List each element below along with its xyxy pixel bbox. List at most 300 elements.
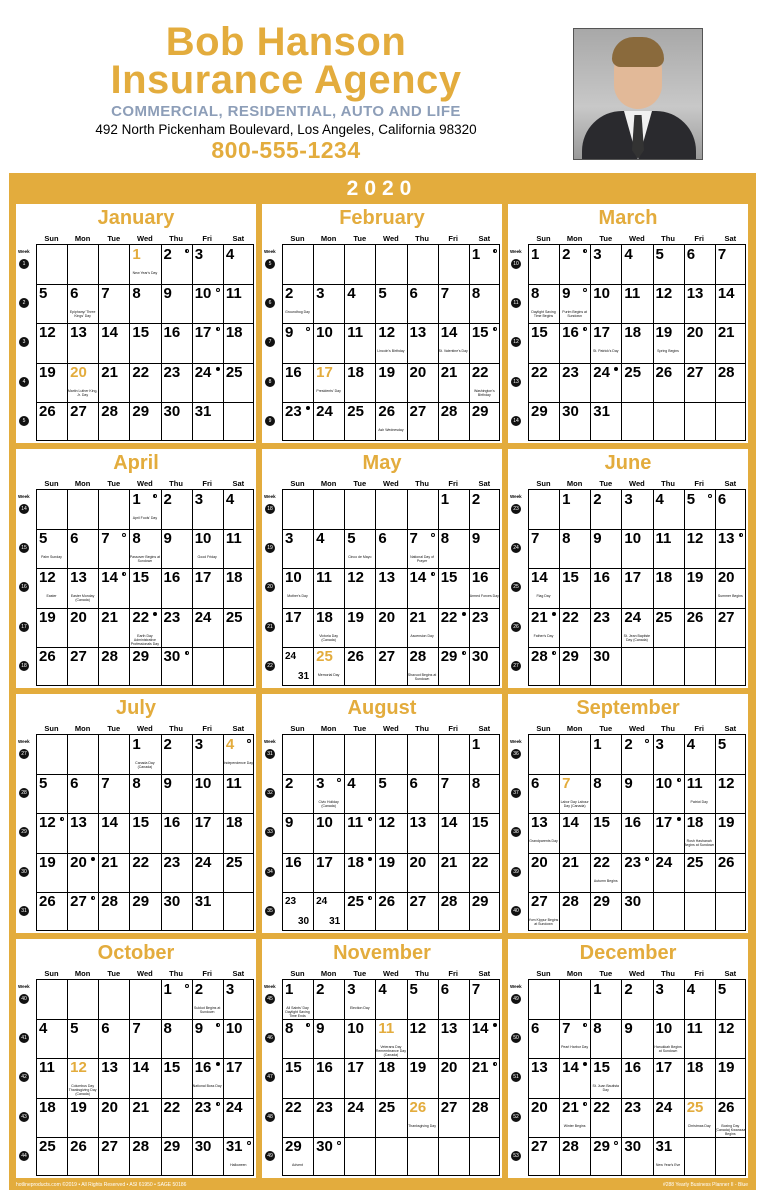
week-label: Week bbox=[510, 984, 522, 989]
week-number: 4 bbox=[19, 377, 29, 387]
weekday-mon: Mon bbox=[74, 724, 91, 733]
day-number: 4 bbox=[686, 981, 696, 998]
grid-line bbox=[559, 735, 560, 931]
holiday-note: St. Valentine's Day bbox=[438, 349, 468, 354]
day-number: 28 bbox=[409, 647, 427, 665]
month-may bbox=[262, 449, 502, 688]
weekday-sun: Sun bbox=[536, 724, 551, 733]
day-number: 8 bbox=[593, 775, 602, 793]
weekday-fri: Fri bbox=[448, 479, 458, 488]
grid-line bbox=[528, 647, 746, 648]
day-number: 14 bbox=[440, 814, 458, 832]
weekday-mon: Mon bbox=[566, 969, 583, 978]
day-number: 31 bbox=[194, 892, 212, 910]
grid-line bbox=[36, 490, 37, 686]
day-number: 9 bbox=[163, 775, 172, 793]
day-number: 23 bbox=[593, 608, 610, 626]
moon-phase-icon bbox=[153, 612, 157, 616]
grid-line bbox=[375, 245, 376, 441]
day-number: 1 bbox=[163, 981, 172, 998]
day-number: 1 bbox=[132, 736, 141, 753]
moon-phase-icon bbox=[91, 857, 95, 861]
day-number: 1 bbox=[471, 246, 481, 263]
day-number: 4 bbox=[347, 285, 356, 303]
holiday-note: St. Juan Bautista Day bbox=[592, 1084, 619, 1093]
week-number: 51 bbox=[511, 1072, 521, 1082]
grid-line bbox=[653, 490, 654, 686]
weekday-header bbox=[36, 724, 254, 735]
grid-line bbox=[98, 245, 99, 441]
weekday-thu: Thu bbox=[169, 479, 183, 488]
day-number: 15 bbox=[471, 324, 489, 342]
day-number: 4 bbox=[686, 736, 696, 753]
day-number: 9 bbox=[163, 285, 172, 303]
week-label: Week bbox=[18, 249, 30, 254]
holiday-note: Presidents' Day bbox=[316, 388, 341, 393]
grid-line bbox=[253, 490, 254, 686]
holiday-note: Rosh Hashanah Begins at Sundown bbox=[684, 839, 715, 848]
day-number: 23 bbox=[194, 1098, 212, 1116]
moon-phase-icon bbox=[493, 327, 497, 331]
day-number: 8 bbox=[471, 775, 481, 793]
month-july bbox=[16, 694, 256, 933]
holiday-note: Washington's Birthday bbox=[473, 388, 495, 397]
day-number: 4 bbox=[347, 775, 356, 793]
moon-phase-icon bbox=[614, 367, 618, 371]
grid-line bbox=[36, 284, 254, 285]
day-number: 31 bbox=[329, 915, 341, 927]
day-number: 11 bbox=[225, 530, 242, 548]
day-number: 6 bbox=[70, 285, 79, 303]
week-number: 12 bbox=[511, 337, 521, 347]
day-number: 14 bbox=[132, 1059, 150, 1077]
day-number: 29 bbox=[440, 647, 458, 665]
grid-line bbox=[67, 980, 68, 1176]
day-number: 20 bbox=[717, 569, 735, 587]
day-number: 20 bbox=[70, 853, 87, 871]
weekday-mon: Mon bbox=[74, 479, 91, 488]
day-number: 17 bbox=[194, 814, 212, 832]
weekday-sun: Sun bbox=[44, 234, 59, 243]
day-number: 3 bbox=[194, 736, 204, 753]
moon-phase-icon bbox=[583, 249, 587, 253]
weekday-tue: Tue bbox=[107, 969, 121, 978]
day-number: 12 bbox=[717, 775, 735, 793]
grid-line bbox=[621, 490, 622, 686]
grid-line bbox=[67, 245, 68, 441]
header bbox=[0, 0, 764, 172]
moon-phase-icon bbox=[122, 533, 126, 537]
day-number: 20 bbox=[409, 363, 427, 381]
day-number: 21 bbox=[471, 1059, 489, 1077]
week-number: 11 bbox=[511, 298, 521, 308]
day-number: 12 bbox=[347, 569, 364, 587]
holiday-note: Hanukkah Begins at Sundown bbox=[654, 1045, 682, 1054]
grid-line bbox=[715, 735, 716, 931]
day-number: 28 bbox=[440, 892, 458, 910]
day-number: 24 bbox=[194, 853, 212, 871]
day-number: 14 bbox=[717, 285, 735, 303]
day-number: 28 bbox=[101, 402, 118, 420]
grid-line bbox=[344, 245, 345, 441]
week-number: 30 bbox=[19, 867, 29, 877]
day-number: 11 bbox=[686, 775, 703, 793]
grid-line bbox=[407, 490, 408, 686]
grid-line bbox=[344, 735, 345, 931]
weekday-sun: Sun bbox=[44, 724, 59, 733]
week-label: Week bbox=[264, 249, 276, 254]
weekday-mon: Mon bbox=[566, 479, 583, 488]
day-number: 19 bbox=[717, 814, 735, 832]
day-number: 4 bbox=[655, 491, 664, 508]
weekday-header bbox=[282, 479, 500, 490]
weekday-header bbox=[282, 724, 500, 735]
week-number: 6 bbox=[265, 298, 275, 308]
day-number: 8 bbox=[440, 530, 450, 548]
day-number: 30 bbox=[593, 647, 610, 665]
day-number: 3 bbox=[194, 491, 204, 508]
day-number: 9 bbox=[624, 775, 633, 793]
week-number: 22 bbox=[265, 661, 275, 671]
grid-line bbox=[715, 245, 716, 441]
day-number: 21 bbox=[531, 608, 548, 626]
holiday-note: Daylight Saving Time Begins bbox=[531, 310, 556, 319]
day-number: 5 bbox=[39, 530, 48, 548]
month-name: May bbox=[362, 452, 402, 474]
day-number: 3 bbox=[655, 981, 664, 998]
day-number: 12 bbox=[39, 569, 56, 587]
weekday-sat: Sat bbox=[724, 724, 737, 733]
day-number: 26 bbox=[378, 892, 396, 910]
weekday-header bbox=[528, 479, 746, 490]
day-number: 23 bbox=[163, 363, 181, 381]
holiday-note: Halloween bbox=[230, 1162, 247, 1167]
day-number: 7 bbox=[440, 775, 450, 793]
grid-line bbox=[621, 980, 622, 1176]
week-number: 52 bbox=[511, 1112, 521, 1122]
grid-line bbox=[161, 735, 162, 931]
day-number: 15 bbox=[471, 814, 489, 832]
week-number: 18 bbox=[265, 504, 275, 514]
day-number: 23 bbox=[624, 1098, 642, 1116]
weekday-thu: Thu bbox=[415, 234, 429, 243]
day-number: 24 bbox=[593, 363, 610, 381]
day-number: 29 bbox=[593, 892, 610, 910]
day-number: 4 bbox=[225, 736, 235, 753]
day-number: 26 bbox=[409, 1098, 427, 1116]
day-number: 10 bbox=[194, 530, 212, 548]
day-number: 30 bbox=[163, 647, 181, 665]
company-name-line1: Bob Hanson bbox=[165, 20, 407, 64]
day-number: 21 bbox=[132, 1098, 150, 1116]
day-number: 17 bbox=[593, 324, 610, 342]
week-number: 17 bbox=[19, 622, 29, 632]
day-grid bbox=[528, 245, 746, 441]
day-number: 15 bbox=[132, 569, 150, 587]
weekday-fri: Fri bbox=[448, 724, 458, 733]
day-number: 24 bbox=[316, 895, 328, 907]
day-number: 2 bbox=[194, 981, 204, 998]
week-number: 40 bbox=[19, 994, 29, 1004]
day-number: 8 bbox=[562, 530, 571, 548]
day-grid bbox=[528, 980, 746, 1176]
day-number: 30 bbox=[624, 1137, 642, 1155]
week-number: 10 bbox=[511, 259, 521, 269]
day-number: 22 bbox=[163, 1098, 181, 1116]
grid-line bbox=[653, 245, 654, 441]
day-number: 11 bbox=[347, 324, 364, 342]
month-name: January bbox=[97, 207, 175, 229]
day-number: 16 bbox=[285, 853, 302, 871]
week-number: 3 bbox=[19, 337, 29, 347]
day-number: 19 bbox=[655, 324, 673, 342]
week-number: 14 bbox=[19, 504, 29, 514]
day-number: 25 bbox=[624, 363, 642, 381]
moon-phase-icon bbox=[493, 1023, 497, 1027]
day-number: 26 bbox=[39, 892, 56, 910]
grid-line bbox=[653, 735, 654, 931]
holiday-note: Autumn Begins bbox=[593, 878, 618, 883]
holiday-note: New Year's Eve bbox=[655, 1162, 681, 1167]
day-number: 4 bbox=[225, 491, 235, 508]
weekday-sat: Sat bbox=[478, 724, 491, 733]
weekday-sat: Sat bbox=[232, 969, 245, 978]
weekday-header bbox=[36, 969, 254, 980]
day-number: 16 bbox=[471, 569, 489, 587]
week-number: 5 bbox=[265, 259, 275, 269]
day-number: 1 bbox=[531, 246, 540, 263]
moon-phase-icon bbox=[552, 612, 556, 616]
month-february bbox=[262, 204, 502, 443]
weekday-thu: Thu bbox=[415, 969, 429, 978]
weekday-tue: Tue bbox=[353, 724, 367, 733]
day-number: 18 bbox=[686, 1059, 704, 1077]
day-number: 31 bbox=[225, 1137, 243, 1155]
day-number: 6 bbox=[717, 491, 727, 508]
grid-line bbox=[715, 980, 716, 1176]
day-grid bbox=[36, 980, 254, 1176]
day-number: 18 bbox=[655, 569, 673, 587]
weekday-fri: Fri bbox=[202, 969, 212, 978]
day-number: 23 bbox=[285, 402, 302, 420]
day-number: 27 bbox=[531, 1137, 548, 1155]
grid-line bbox=[36, 930, 254, 931]
month-name: December bbox=[579, 942, 677, 964]
day-number: 29 bbox=[593, 1137, 610, 1155]
day-number: 26 bbox=[70, 1137, 87, 1155]
moon-phase-icon bbox=[583, 288, 587, 292]
weekday-header bbox=[36, 234, 254, 245]
day-number: 3 bbox=[316, 775, 325, 793]
grid-line bbox=[653, 980, 654, 1176]
month-name: July bbox=[115, 697, 157, 719]
weekday-header bbox=[528, 969, 746, 980]
day-number: 14 bbox=[531, 569, 548, 587]
weekday-fri: Fri bbox=[694, 479, 704, 488]
holiday-note: Winter Begins bbox=[563, 1123, 586, 1128]
day-grid bbox=[282, 245, 500, 441]
day-number: 26 bbox=[655, 363, 673, 381]
day-number: 9 bbox=[316, 1020, 325, 1038]
day-number: 5 bbox=[409, 981, 418, 998]
grid-line bbox=[36, 980, 37, 1176]
day-number: 23 bbox=[163, 608, 181, 626]
day-grid bbox=[528, 490, 746, 686]
day-number: 5 bbox=[39, 775, 48, 793]
day-number: 15 bbox=[531, 324, 548, 342]
weekday-mon: Mon bbox=[566, 724, 583, 733]
day-number: 1 bbox=[440, 491, 450, 508]
holiday-note: New Year's Day bbox=[132, 271, 158, 275]
day-number: 29 bbox=[132, 892, 150, 910]
day-number: 18 bbox=[686, 814, 704, 832]
week-number: 42 bbox=[19, 1072, 29, 1082]
day-number: 6 bbox=[531, 775, 540, 793]
weekday-thu: Thu bbox=[169, 234, 183, 243]
holiday-note: Palm Sunday bbox=[41, 555, 62, 560]
weekday-sat: Sat bbox=[478, 479, 491, 488]
day-number: 26 bbox=[39, 402, 56, 420]
grid-line bbox=[282, 1137, 500, 1138]
holiday-note: Independence Day bbox=[223, 761, 254, 765]
week-number: 48 bbox=[265, 1112, 275, 1122]
day-number: 10 bbox=[655, 1020, 673, 1038]
day-number: 16 bbox=[624, 814, 642, 832]
day-grid bbox=[36, 735, 254, 931]
day-number: 28 bbox=[562, 892, 579, 910]
moon-phase-icon bbox=[247, 1141, 251, 1145]
week-number: 32 bbox=[265, 788, 275, 798]
day-number: 17 bbox=[347, 1059, 364, 1077]
moon-phase-icon bbox=[583, 1102, 587, 1106]
weekday-tue: Tue bbox=[599, 234, 613, 243]
day-number: 6 bbox=[531, 1020, 540, 1038]
month-name: February bbox=[339, 207, 425, 229]
day-number: 9 bbox=[624, 1020, 633, 1038]
month-name: April bbox=[113, 452, 159, 474]
weekday-thu: Thu bbox=[661, 479, 675, 488]
day-number: 10 bbox=[316, 814, 333, 832]
week-number: 9 bbox=[265, 416, 275, 426]
weekday-thu: Thu bbox=[415, 724, 429, 733]
day-number: 19 bbox=[378, 853, 396, 871]
moon-phase-icon bbox=[185, 651, 189, 655]
holiday-note: Father's Day bbox=[533, 633, 554, 638]
day-number: 6 bbox=[409, 285, 418, 303]
weekday-sat: Sat bbox=[232, 724, 245, 733]
grid-line bbox=[282, 529, 500, 530]
grid-line bbox=[469, 490, 470, 686]
month-name: March bbox=[598, 207, 658, 229]
day-number: 23 bbox=[316, 1098, 333, 1116]
holiday-note: Ash Wednesday bbox=[378, 427, 404, 432]
day-number: 4 bbox=[624, 246, 633, 263]
weekday-wed: Wed bbox=[383, 724, 399, 733]
holiday-note: St. Patrick's Day bbox=[592, 349, 619, 354]
day-number: 20 bbox=[378, 608, 396, 626]
weekday-fri: Fri bbox=[448, 969, 458, 978]
day-number: 9 bbox=[471, 530, 481, 548]
day-number: 28 bbox=[101, 647, 118, 665]
week-label: Week bbox=[264, 494, 276, 499]
day-number: 19 bbox=[39, 608, 56, 626]
day-number: 10 bbox=[655, 775, 673, 793]
weekday-fri: Fri bbox=[202, 234, 212, 243]
week-number: 53 bbox=[511, 1151, 521, 1161]
day-number: 10 bbox=[225, 1020, 243, 1038]
moon-phase-icon bbox=[677, 778, 681, 782]
day-number: 7 bbox=[101, 530, 110, 548]
day-number: 21 bbox=[101, 363, 118, 381]
day-number: 7 bbox=[562, 1020, 571, 1038]
holiday-note: Shavuot Begins at Sundown bbox=[407, 672, 437, 681]
week-number: 13 bbox=[511, 377, 521, 387]
grid-line bbox=[98, 980, 99, 1176]
day-number: 11 bbox=[39, 1059, 55, 1077]
weekday-fri: Fri bbox=[448, 234, 458, 243]
month-june bbox=[508, 449, 748, 688]
day-number: 5 bbox=[655, 246, 664, 263]
weekday-sat: Sat bbox=[724, 969, 737, 978]
holiday-note: Lincoln's Birthday bbox=[377, 349, 405, 354]
day-number: 12 bbox=[686, 530, 704, 548]
day-number: 5 bbox=[70, 1020, 79, 1038]
moon-phase-icon bbox=[583, 1062, 587, 1066]
day-number: 7 bbox=[531, 530, 540, 548]
day-number: 29 bbox=[471, 402, 489, 420]
grid-line bbox=[438, 245, 439, 441]
moon-phase-icon bbox=[306, 1023, 310, 1027]
holiday-note: Patriot Day bbox=[690, 800, 708, 805]
day-number: 16 bbox=[163, 569, 181, 587]
day-number: 21 bbox=[717, 324, 735, 342]
day-number: 12 bbox=[378, 814, 396, 832]
grid-line bbox=[313, 980, 314, 1176]
week-label: Week bbox=[264, 739, 276, 744]
moon-phase-icon bbox=[306, 327, 310, 331]
moon-phase-icon bbox=[368, 817, 372, 821]
day-number: 20 bbox=[70, 363, 87, 381]
moon-phase-icon bbox=[431, 572, 435, 576]
day-number: 11 bbox=[686, 1020, 703, 1038]
day-number: 6 bbox=[70, 775, 79, 793]
day-number: 29 bbox=[531, 402, 548, 420]
weekday-tue: Tue bbox=[107, 724, 121, 733]
day-number: 30 bbox=[316, 1137, 333, 1155]
day-number: 25 bbox=[225, 363, 243, 381]
day-number: 24 bbox=[624, 608, 642, 626]
holiday-note: Easter Monday (Canada) bbox=[70, 594, 95, 603]
grid-line bbox=[98, 735, 99, 931]
grid-line bbox=[67, 735, 68, 931]
day-number: 22 bbox=[132, 363, 150, 381]
holiday-note: Civic Holiday (Canada) bbox=[318, 800, 339, 809]
footer-product: #288 Yearly Business Planner II - Blue bbox=[662, 1182, 748, 1188]
day-number: 7 bbox=[717, 246, 727, 263]
day-number: 27 bbox=[440, 1098, 458, 1116]
day-number: 2 bbox=[163, 736, 172, 753]
grid-line bbox=[67, 490, 68, 686]
holiday-note: Memorial Day bbox=[317, 672, 340, 677]
day-number: 27 bbox=[70, 892, 87, 910]
week-number: 18 bbox=[19, 661, 29, 671]
day-number: 16 bbox=[593, 569, 610, 587]
moon-phase-icon bbox=[216, 327, 220, 331]
day-number: 8 bbox=[132, 775, 141, 793]
holiday-note: Boxing Day (Canada) Kwanzaa Begins bbox=[715, 1123, 746, 1136]
day-number: 29 bbox=[132, 402, 150, 420]
day-number: 22 bbox=[132, 608, 150, 626]
